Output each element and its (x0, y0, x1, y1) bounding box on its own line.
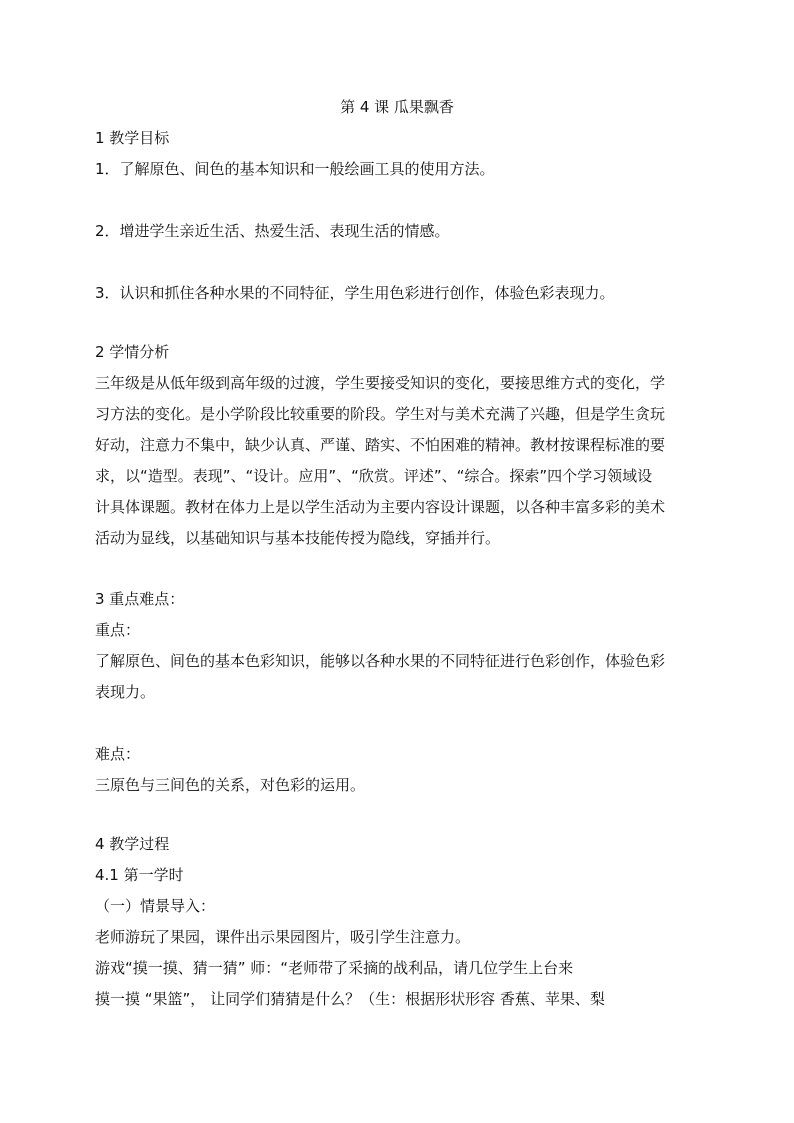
page-title: 第 4 课 瓜果飘香 (340, 98, 454, 116)
objective-item: 3．认识和抓住各种水果的不同特征，学生用色彩进行创作，体验色彩表现力。 (95, 284, 615, 302)
section-heading-process: 4 教学过程 (95, 835, 170, 853)
paragraph-line: 计具体课题。教材在体力上是以学生活动为主要内容设计课题，以各种丰富多彩的美术 (95, 498, 666, 516)
key-point-label: 重点： (95, 621, 141, 639)
objective-item: 2．增进学生亲近生活、热爱生活、表现生活的情感。 (95, 222, 450, 240)
difficult-point-label: 难点： (95, 745, 141, 763)
key-point-line: 表现力。 (95, 683, 156, 701)
process-line: 摸一摸 “果篮”， 让同学们猜猜是什么？（生：根据形状形容 香蕉、苹果、梨 (95, 990, 605, 1008)
paragraph-line: 三年级是从低年级到高年级的过渡，学生要接受知识的变化，要接思维方式的变化，学 (95, 374, 666, 392)
paragraph-line: 求，以“造型。表现”、“设计。应用”、“欣赏。评述”、“综合。探索”四个学习领域设 (95, 467, 653, 485)
section-heading-key-points: 3 重点难点： (95, 590, 185, 608)
objective-item: 1．了解原色、间色的基本知识和一般绘画工具的使用方法。 (95, 160, 495, 178)
section-heading-objectives: 1 教学目标 (95, 129, 170, 147)
paragraph-line: 习方法的变化。是小学阶段比较重要的阶段。学生对与美术充满了兴趣，但是学生贪玩 (95, 405, 666, 423)
process-line: 游戏“摸一摸、猜一猜” 师：“老师带了采摘的战利品，请几位学生上台来 (95, 959, 574, 977)
process-line: 老师游玩了果园，课件出示果园图片，吸引学生注意力。 (95, 928, 471, 946)
part-heading-introduction: （一）情景导入： (95, 897, 216, 915)
paragraph-line: 活动为显线，以基础知识与基本技能传授为隐线，穿插并行。 (95, 529, 501, 547)
key-point-line: 了解原色、间色的基本色彩知识，能够以各种水果的不同特征进行色彩创作，体验色彩 (95, 652, 666, 670)
paragraph-line: 好动，注意力不集中，缺少认真、严谨、踏实、不怕困难的精神。教材按课程标准的要 (95, 436, 666, 454)
sub-heading-first-lesson: 4.1 第一学时 (95, 866, 184, 884)
section-heading-analysis: 2 学情分析 (95, 343, 170, 361)
difficult-point-text: 三原色与三间色的关系，对色彩的运用。 (95, 776, 366, 794)
